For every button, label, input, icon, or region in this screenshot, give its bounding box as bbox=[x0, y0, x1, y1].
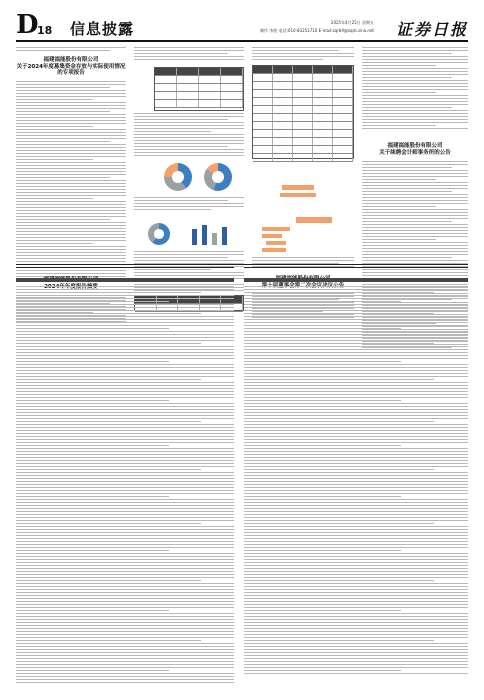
company-name: 福建福能股份有限公司 bbox=[387, 143, 443, 149]
flowchart-box bbox=[280, 193, 316, 197]
flowchart-box bbox=[262, 227, 290, 231]
lower-right-panel bbox=[244, 267, 468, 691]
flowchart-box bbox=[296, 217, 332, 223]
text-block bbox=[252, 47, 354, 62]
newspaper-logo: 证券日报 bbox=[395, 20, 468, 39]
text-block bbox=[134, 197, 244, 212]
notice-subtitle: 的专项报告 bbox=[57, 70, 85, 77]
bar-chart bbox=[186, 223, 236, 245]
table-header-bar bbox=[244, 278, 468, 282]
text-block bbox=[362, 47, 468, 131]
date-line: 2025年4月25日 星期五 bbox=[330, 20, 374, 25]
data-table bbox=[154, 67, 244, 111]
donut-chart bbox=[204, 163, 232, 191]
data-table bbox=[252, 65, 354, 159]
notice-title: 关于2024年度募集资金存放与实际使用情况 bbox=[16, 63, 126, 70]
contact-line: 制作 李波 电话:010-83251716 E-mail:zqrb9@zqrb.sina.net bbox=[260, 28, 374, 33]
page-number: 18 bbox=[37, 24, 53, 37]
page-letter: D bbox=[16, 10, 38, 40]
donut-chart bbox=[148, 223, 170, 245]
text-block bbox=[134, 113, 244, 158]
flowchart-box bbox=[282, 185, 314, 190]
text-block bbox=[244, 286, 468, 676]
donut-chart bbox=[164, 163, 192, 191]
section-title: 信息披露 bbox=[70, 20, 135, 38]
page-header bbox=[0, 0, 484, 44]
text-block bbox=[16, 286, 234, 685]
auditor-notice-title bbox=[362, 143, 468, 156]
company-notice-title bbox=[16, 57, 126, 77]
text-block bbox=[16, 47, 126, 53]
section-divider bbox=[16, 264, 468, 265]
text-block bbox=[134, 47, 244, 62]
notice-title: 关于续聘会计师事务所的公告 bbox=[379, 149, 451, 156]
table-header-bar bbox=[16, 278, 234, 282]
flowchart-box bbox=[262, 248, 286, 252]
header-rule bbox=[16, 40, 468, 42]
flowchart-box bbox=[266, 241, 286, 245]
lower-left-panel bbox=[16, 267, 234, 691]
flowchart-box bbox=[262, 234, 282, 238]
text-block bbox=[16, 81, 126, 282]
company-name: 福建福能股份有限公司 bbox=[43, 57, 99, 63]
